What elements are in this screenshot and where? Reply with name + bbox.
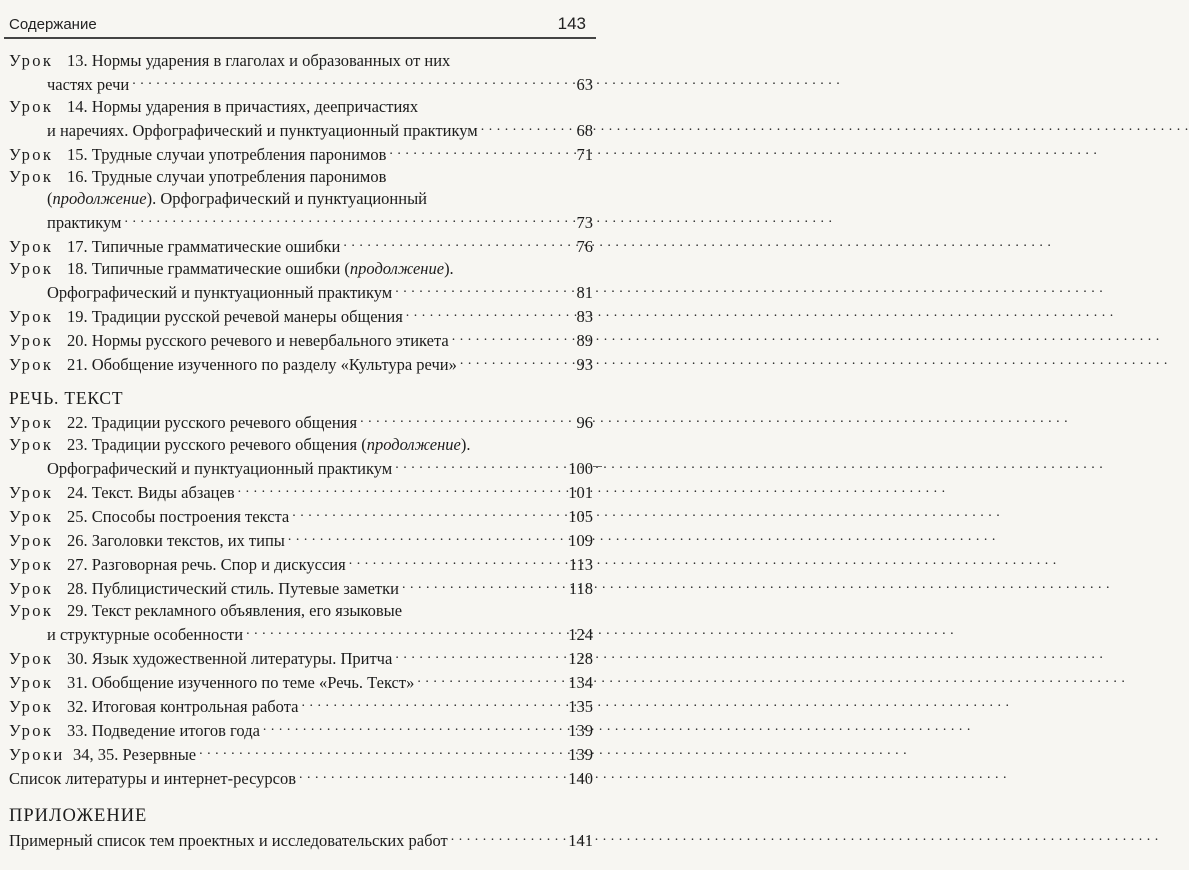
page-ref: 89 — [576, 331, 593, 350]
lesson-number: 25. — [67, 507, 88, 526]
lesson-number: 21. — [67, 355, 88, 374]
toc-entry-appendix[interactable] — [9, 828, 593, 852]
toc-entry-lesson-21[interactable] — [9, 352, 593, 376]
lesson-number: 15. — [67, 145, 88, 164]
lesson-title: Язык художественной литературы. Притча — [91, 649, 393, 668]
lesson-title: Традиции русского речевого общения — [91, 413, 358, 432]
lesson-title-cont: Орфографический и пунктуационный практикум — [47, 283, 393, 302]
lesson-word: Урок — [9, 507, 54, 526]
page-header — [0, 12, 608, 38]
page-ref: 124 — [568, 625, 593, 644]
lesson-word: Урок — [9, 237, 54, 256]
leader-dots — [395, 452, 564, 476]
page-ref: 93 — [576, 355, 593, 374]
leader-dots — [452, 324, 564, 348]
leader-dots — [299, 762, 564, 786]
lesson-word: Урок — [9, 355, 54, 374]
leader-dots — [263, 714, 564, 738]
lesson-title-cont: и структурные особенности — [47, 625, 244, 644]
lesson-title: Нормы ударения в причастиях, деепричастиях — [91, 97, 419, 116]
lesson-number: 31. — [67, 673, 88, 692]
lesson-word: Урок — [9, 97, 54, 116]
page-ref: 101 — [568, 483, 593, 502]
lesson-number: 13. — [67, 51, 88, 70]
lesson-number: 33. — [67, 721, 88, 740]
leader-dots — [125, 206, 565, 230]
lesson-number: 30. — [67, 649, 88, 668]
paren-close: ). — [460, 435, 471, 454]
toc-entry-lesson-13[interactable] — [9, 50, 593, 96]
lesson-title: Публицистический стиль. Путевые заметки — [91, 579, 399, 598]
lesson-title: Текст. Виды абзацев — [91, 483, 235, 502]
page-edge-mark — [593, 466, 602, 467]
page-ref: 105 — [568, 507, 593, 526]
lesson-number: 22. — [67, 413, 88, 432]
leader-dots — [360, 406, 564, 430]
lesson-word: Урок — [9, 697, 54, 716]
entry-title: Примерный список тем проектных и исследовательских работ — [9, 831, 448, 850]
page-ref: 81 — [576, 283, 593, 302]
lesson-number: 14. — [67, 97, 88, 116]
leader-dots — [288, 524, 564, 548]
toc-entry-lesson-23[interactable] — [9, 434, 593, 480]
leader-dots — [343, 230, 564, 254]
lesson-title-cont: практикум — [47, 213, 122, 232]
lesson-number: 32. — [67, 697, 88, 716]
toc-entry-lesson-14[interactable] — [9, 96, 593, 142]
page-ref: 135 — [568, 697, 593, 716]
page-ref: 68 — [576, 121, 593, 140]
lesson-word: Урок — [9, 721, 54, 740]
toc-entry-lesson-28[interactable] — [9, 576, 593, 600]
lesson-title: Способы построения текста — [91, 507, 290, 526]
lesson-title: Подведение итогов года — [91, 721, 260, 740]
lesson-title: Трудные случаи употребления паронимов — [91, 167, 387, 186]
lesson-number: 16. — [67, 167, 88, 186]
page-ref: 83 — [576, 307, 593, 326]
lesson-title: Заголовки текстов, их типы — [91, 531, 285, 550]
page-ref: 96 — [576, 413, 593, 432]
page-ref: 139 — [568, 721, 593, 740]
lesson-title: Нормы ударения в глаголах и образованных от них — [91, 51, 451, 70]
lesson-title: Трудные случаи употребления паронимов — [91, 145, 387, 164]
running-head-title: Содержание — [9, 16, 97, 33]
lesson-number: 18. — [67, 259, 88, 278]
page-ref: 100 — [568, 459, 593, 478]
lesson-word: Урок — [9, 145, 54, 164]
lesson-title: Итоговая контрольная работа — [91, 697, 299, 716]
section-heading-text[interactable]: РЕЧЬ. ТЕКСТ — [9, 388, 124, 408]
continuation-mark: продолжение — [52, 189, 147, 208]
lesson-word: Урок — [9, 413, 54, 432]
page-ref: 139 — [568, 745, 593, 764]
page-ref: 73 — [576, 213, 593, 232]
lesson-word: Урок — [9, 579, 54, 598]
lesson-number: 28. — [67, 579, 88, 598]
toc-entry-lesson-16[interactable] — [9, 166, 593, 234]
leader-dots — [395, 276, 564, 300]
lesson-word: Урок — [9, 435, 54, 454]
lesson-word: Урок — [9, 483, 54, 502]
page-ref: 63 — [576, 75, 593, 94]
lesson-word: Урок — [9, 331, 54, 350]
lesson-title: Традиции русского речевого общения ( — [91, 435, 367, 454]
lesson-title: Нормы русского речевого и невербального этикета — [91, 331, 449, 350]
page-ref: 140 — [568, 769, 593, 788]
lesson-word: Урок — [9, 555, 54, 574]
lesson-number: 29. — [67, 601, 88, 620]
lesson-title-cont: и наречиях. Орфографический и пунктуационный практикум — [47, 121, 478, 140]
page-ref: 113 — [568, 555, 593, 574]
continuation-mark: продолжение — [366, 435, 461, 454]
paren-close: ). — [444, 259, 454, 278]
lesson-title: Обобщение изученного по теме «Речь. Текст» — [91, 673, 415, 692]
lesson-number: 17. — [67, 237, 88, 256]
leader-dots — [301, 690, 564, 714]
header-rule — [4, 37, 596, 39]
leader-dots — [460, 348, 564, 372]
lesson-word: Урок — [9, 259, 54, 278]
toc-entry-lesson-15[interactable] — [9, 142, 593, 166]
lesson-word: Урок — [9, 51, 54, 70]
lesson-title: Резервные — [122, 745, 197, 764]
lesson-title: Текст рекламного объявления, его языковые — [91, 601, 403, 620]
leader-dots — [417, 666, 564, 690]
lesson-number: 19. — [67, 307, 88, 326]
page-ref: 141 — [568, 831, 593, 850]
page-ref: 118 — [568, 579, 593, 598]
leader-dots — [451, 824, 564, 848]
leader-dots — [199, 738, 564, 762]
toc-entry-lesson-17[interactable] — [9, 234, 593, 258]
continuation-mark: продолжение — [349, 259, 445, 278]
lesson-word: Урок — [9, 601, 54, 620]
toc-entry-lesson-18[interactable] — [9, 258, 593, 304]
page-number: 143 — [557, 14, 586, 33]
lesson-title-cont: частях речи — [47, 75, 130, 94]
page-ref: 128 — [568, 649, 593, 668]
leader-dots — [238, 476, 564, 500]
leader-dots — [481, 114, 564, 138]
toc-entry-lesson-22[interactable] — [9, 410, 593, 434]
lesson-title: Традиции русской речевой манеры общения — [91, 307, 403, 326]
toc-entry-literature[interactable] — [9, 766, 593, 790]
lesson-title-cont: ). Орфографический и пунктуационный — [146, 189, 428, 208]
lesson-word: Урок — [9, 673, 54, 692]
page-ref: 109 — [568, 531, 593, 550]
lesson-number: 23. — [67, 435, 88, 454]
paren-open: ( — [47, 189, 53, 208]
page-ref: 134 — [568, 673, 593, 692]
leader-dots — [246, 618, 564, 642]
lesson-number: 20. — [67, 331, 88, 350]
lesson-title: Обобщение изученного по разделу «Культура речи» — [91, 355, 457, 374]
table-of-contents — [9, 50, 593, 852]
entry-title: Список литературы и интернет-ресурсов — [9, 769, 297, 788]
lessons-word: Уроки — [9, 745, 65, 764]
lesson-number: 24. — [67, 483, 88, 502]
leader-dots — [132, 68, 564, 92]
section-heading-appendix[interactable]: ПРИЛОЖЕНИЕ — [9, 806, 148, 826]
lesson-number: 34, 35. — [73, 745, 119, 764]
leader-dots — [292, 500, 564, 524]
leader-dots — [395, 642, 564, 666]
leader-dots — [406, 300, 564, 324]
lesson-title: Разговорная речь. Спор и дискуссия — [91, 555, 346, 574]
leader-dots — [349, 548, 564, 572]
page-ref: 76 — [576, 237, 593, 256]
lesson-number: 26. — [67, 531, 88, 550]
lesson-word: Урок — [9, 167, 54, 186]
toc-entry-lesson-29[interactable] — [9, 600, 593, 646]
lesson-word: Урок — [9, 531, 54, 550]
lesson-title-cont: Орфографический и пунктуационный практикум — [47, 459, 393, 478]
lesson-word: Урок — [9, 649, 54, 668]
lesson-word: Урок — [9, 307, 54, 326]
lesson-title: Типичные грамматические ошибки ( — [91, 259, 350, 278]
leader-dots — [389, 138, 564, 162]
leader-dots — [402, 572, 564, 596]
page-ref: 71 — [576, 145, 593, 164]
lesson-title: Типичные грамматические ошибки — [91, 237, 341, 256]
lesson-number: 27. — [67, 555, 88, 574]
